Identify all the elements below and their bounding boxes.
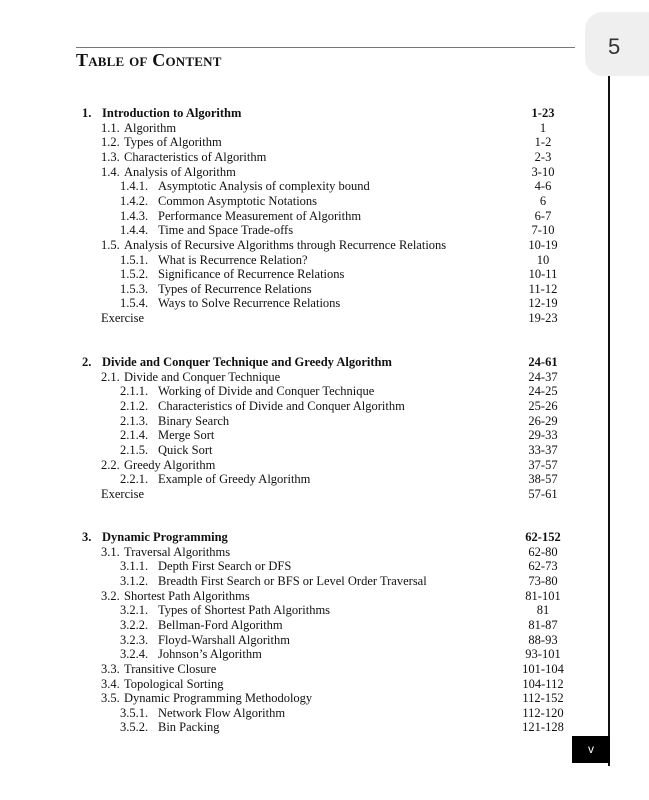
entry-number: 3.4.	[101, 676, 120, 691]
entry-pages: 7-10	[531, 223, 555, 238]
entry-title: What is Recurrence Relation?	[158, 252, 308, 267]
toc-entry-row	[0, 311, 649, 326]
entry-pages: 10	[536, 252, 550, 267]
entry-number: 1.5.3.	[120, 281, 149, 296]
entry-number: 1.2.	[101, 135, 120, 150]
entry-title: Exercise	[101, 486, 145, 501]
entry-number: 2.1.1.	[120, 384, 149, 399]
toc-entry-row	[0, 458, 649, 473]
toc-entry-row	[0, 706, 649, 721]
toc-chapter-row	[0, 106, 649, 121]
entry-pages: 62-73	[528, 559, 558, 574]
entry-pages: 11-12	[528, 281, 558, 296]
entry-number: 1.5.2.	[120, 267, 149, 282]
entry-title: Transitive Closure	[124, 661, 217, 676]
toc-entry-row	[0, 370, 649, 385]
entry-number: 1.4.	[101, 164, 120, 179]
toc-chapter-row	[0, 530, 649, 545]
entry-pages: 88-93	[528, 632, 558, 647]
toc-entry-row	[0, 691, 649, 706]
toc-entry-row	[0, 662, 649, 677]
chapter-number: 1.	[82, 106, 92, 120]
entry-pages: 24-37	[528, 369, 558, 384]
toc-entry-row	[0, 618, 649, 633]
entry-title: Merge Sort	[158, 428, 215, 443]
chapter-pages: 62-152	[525, 530, 561, 544]
chapter-title: Introduction to Algorithm	[102, 106, 242, 120]
toc-entry-row	[0, 720, 649, 735]
toc-entry-row	[0, 487, 649, 502]
entry-number: 1.5.1.	[120, 252, 149, 267]
entry-pages: 37-57	[528, 457, 558, 472]
entry-title: Ways to Solve Recurrence Relations	[158, 296, 341, 311]
chapter-title: Divide and Conquer Technique and Greedy Algorithm	[102, 355, 392, 369]
entry-number: 2.1.	[101, 369, 120, 384]
entry-number: 3.2.2.	[120, 617, 149, 632]
entry-pages: 19-23	[528, 311, 558, 326]
entry-number: 3.1.	[101, 544, 120, 559]
toc-entry-row	[0, 443, 649, 458]
entry-number: 2.2.	[101, 457, 120, 472]
entry-title: Topological Sorting	[124, 676, 224, 691]
entry-pages: 62-80	[528, 544, 558, 559]
entry-pages: 2-3	[534, 149, 552, 164]
chapter-pages: 24-61	[528, 355, 558, 369]
entry-title: Characteristics of Divide and Conquer Algorithm	[158, 398, 405, 413]
entry-title: Analysis of Algorithm	[124, 164, 236, 179]
toc-entry-row	[0, 194, 649, 209]
toc-entry-row	[0, 574, 649, 589]
entry-pages: 25-26	[528, 398, 558, 413]
entry-number: 2.1.4.	[120, 428, 149, 443]
entry-number: 3.2.	[101, 588, 120, 603]
entry-pages: 6	[539, 193, 547, 208]
toc-chapter-row	[0, 355, 649, 370]
page-title: Table of Content	[76, 50, 222, 70]
entry-title: Types of Shortest Path Algorithms	[158, 603, 331, 618]
entry-pages: 1	[539, 120, 547, 135]
entry-title: Bin Packing	[158, 720, 220, 735]
entry-pages: 101-104	[522, 661, 564, 676]
entry-pages: 81	[536, 603, 550, 618]
toc-entry-row	[0, 472, 649, 487]
toc-entry-row	[0, 238, 649, 253]
toc-entry-row	[0, 399, 649, 414]
footer-page-number: v	[572, 736, 610, 763]
toc-entry-row	[0, 165, 649, 180]
entry-pages: 112-120	[522, 705, 564, 720]
entry-pages: 104-112	[522, 676, 564, 691]
entry-title: Common Asymptotic Notations	[158, 193, 318, 208]
entry-number: 2.1.5.	[120, 442, 149, 457]
page-number: 5	[608, 34, 621, 59]
entry-pages: 1-2	[534, 135, 552, 150]
entry-title: Working of Divide and Conquer Technique	[158, 384, 375, 399]
entry-title: Quick Sort	[158, 442, 213, 457]
entry-title: Characteristics of Algorithm	[124, 149, 267, 164]
entry-title: Binary Search	[158, 413, 230, 428]
toc-entry-row	[0, 253, 649, 268]
entry-number: 3.5.	[101, 691, 120, 706]
entry-number: 1.4.2.	[120, 193, 149, 208]
entry-title: Types of Recurrence Relations	[158, 281, 312, 296]
entry-number: 3.2.3.	[120, 632, 149, 647]
entry-title: Asymptotic Analysis of complexity bound	[158, 179, 370, 194]
entry-title: Analysis of Recursive Algorithms through Recurrence Relations	[124, 237, 447, 252]
chapter-pages: 1-23	[531, 106, 555, 120]
toc-entry-row	[0, 603, 649, 618]
entry-number: 1.4.1.	[120, 179, 149, 194]
entry-title: Shortest Path Algorithms	[124, 588, 250, 603]
entry-number: 3.5.1.	[120, 705, 149, 720]
entry-pages: 3-10	[531, 164, 555, 179]
entry-title: Network Flow Algorithm	[158, 705, 286, 720]
entry-title: Breadth First Search or BFS or Level Order Traversal	[158, 573, 427, 588]
entry-title: Time and Space Trade-offs	[158, 223, 294, 238]
entry-number: 2.1.2.	[120, 398, 149, 413]
entry-number: 3.2.4.	[120, 647, 149, 662]
toc-entry-row	[0, 677, 649, 692]
entry-title: Divide and Conquer Technique	[124, 369, 281, 384]
entry-pages: 73-80	[528, 573, 558, 588]
entry-title: Greedy Algorithm	[124, 457, 216, 472]
toc-entry-row	[0, 121, 649, 136]
entry-pages: 12-19	[528, 296, 558, 311]
entry-title: Depth First Search or DFS	[158, 559, 292, 574]
entry-pages: 24-25	[528, 384, 558, 399]
entry-number: 3.3.	[101, 661, 120, 676]
toc-entry-row	[0, 589, 649, 604]
entry-title: Performance Measurement of Algorithm	[158, 208, 362, 223]
entry-number: 1.5.4.	[120, 296, 149, 311]
entry-number: 1.4.3.	[120, 208, 149, 223]
entry-pages: 10-19	[528, 237, 558, 252]
toc-entry-row	[0, 209, 649, 224]
entry-title: Significance of Recurrence Relations	[158, 267, 345, 282]
entry-number: 1.5.	[101, 237, 120, 252]
entry-pages: 93-101	[525, 647, 561, 662]
entry-title: Dynamic Programming Methodology	[124, 691, 313, 706]
entry-pages: 33-37	[528, 442, 558, 457]
entry-title: Algorithm	[124, 120, 177, 135]
entry-pages: 38-57	[528, 472, 558, 487]
entry-pages: 10-11	[528, 267, 558, 282]
entry-pages: 81-101	[525, 588, 561, 603]
toc-entry-row	[0, 647, 649, 662]
toc-entry-row	[0, 559, 649, 574]
entry-number: 3.1.2.	[120, 573, 149, 588]
entry-title: Exercise	[101, 311, 145, 326]
entry-title: Johnson’s Algorithm	[158, 647, 262, 662]
toc-entry-row	[0, 384, 649, 399]
entry-number: 1.1.	[101, 120, 120, 135]
chapter-number: 3.	[82, 530, 92, 544]
entry-title: Floyd-Warshall Algorithm	[158, 632, 290, 647]
entry-pages: 26-29	[528, 413, 558, 428]
toc-entry-row	[0, 428, 649, 443]
entry-number: 2.2.1.	[120, 472, 149, 487]
toc-entry-row	[0, 135, 649, 150]
entry-title: Traversal Algorithms	[124, 544, 231, 559]
entry-number: 3.2.1.	[120, 603, 149, 618]
entry-number: 3.1.1.	[120, 559, 149, 574]
entry-pages: 4-6	[534, 179, 552, 194]
entry-number: 1.4.4.	[120, 223, 149, 238]
chapter-number: 2.	[82, 355, 92, 369]
toc-entry-row	[0, 414, 649, 429]
entry-title: Types of Algorithm	[124, 135, 222, 150]
entry-title: Bellman-Ford Algorithm	[158, 617, 283, 632]
entry-pages: 6-7	[534, 208, 552, 223]
entry-pages: 112-152	[522, 691, 564, 706]
toc-entry-row	[0, 223, 649, 238]
entry-number: 3.5.2.	[120, 720, 149, 735]
chapter-title: Dynamic Programming	[102, 530, 228, 544]
toc-entry-row	[0, 633, 649, 648]
toc-entry-row	[0, 179, 649, 194]
entry-number: 2.1.3.	[120, 413, 149, 428]
entry-title: Example of Greedy Algorithm	[158, 472, 311, 487]
toc-entry-row	[0, 545, 649, 560]
entry-number: 1.3.	[101, 149, 120, 164]
entry-pages: 29-33	[528, 428, 558, 443]
toc-entry-row	[0, 296, 649, 311]
toc-entry-row	[0, 267, 649, 282]
toc-entry-row	[0, 282, 649, 297]
entry-pages: 121-128	[522, 720, 564, 735]
entry-pages: 81-87	[528, 617, 558, 632]
entry-pages: 57-61	[528, 486, 558, 501]
toc-entry-row	[0, 150, 649, 165]
